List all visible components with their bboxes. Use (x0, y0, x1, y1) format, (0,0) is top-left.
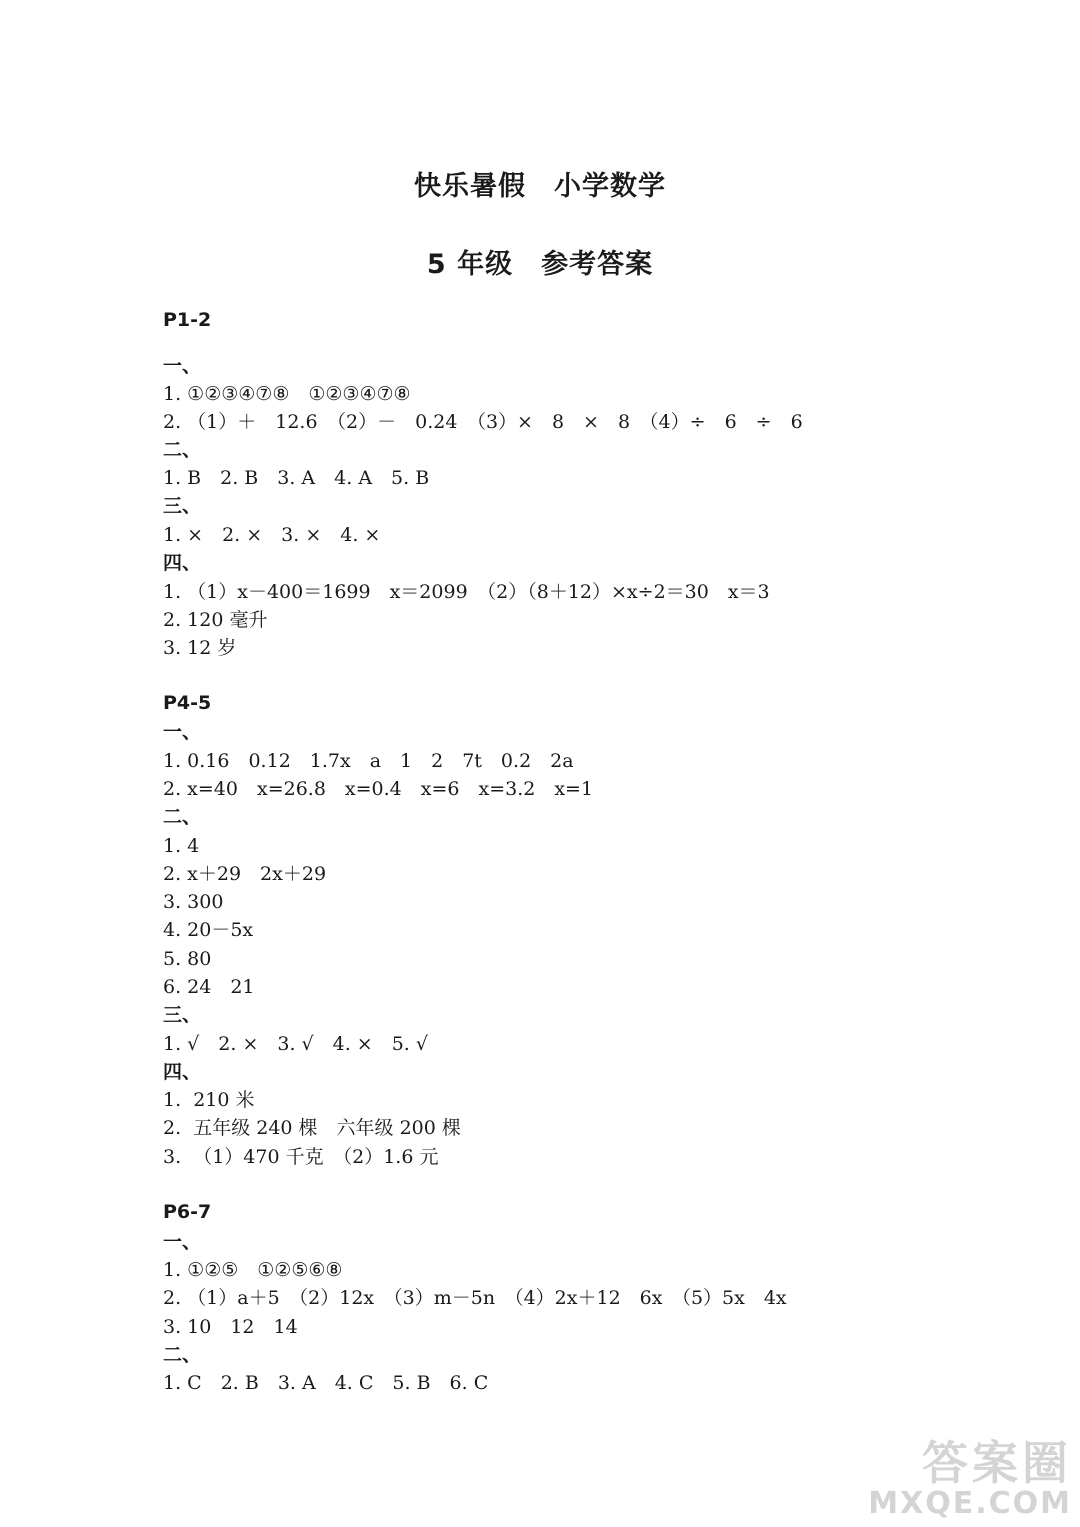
answer-line: 2. x=40 x=26.8 x=0.4 x=6 x=3.2 x=1 (163, 778, 594, 800)
section-heading: 二、 (163, 439, 202, 461)
answer-line: 1. 0.16 0.12 1.7x a 1 2 7t 0.2 2a (163, 750, 574, 772)
answer-line: 1. C 2. B 3. A 4. C 5. B 6. C (163, 1372, 489, 1394)
answer-line: 6. 24 21 (163, 976, 255, 998)
section-label-p1-2: P1-2 (163, 309, 212, 331)
page-subtitle: 5 年级 参考答案 (426, 249, 654, 280)
section-heading: 一、 (163, 355, 202, 377)
answer-line: 1. ①②⑤ ①②⑤⑥⑧ (163, 1259, 343, 1281)
answer-line: 1. √ 2. × 3. √ 4. × 5. √ (163, 1033, 428, 1055)
answer-line: 2. 五年级 240 棵 六年级 200 棵 (163, 1117, 461, 1139)
answer-line: 2. （1）＋ 12.6 （2）－ 0.24 （3）× 8 × 8 （4）÷ 6 ÷ 6 (163, 411, 803, 433)
answer-line: 1. 4 (163, 835, 200, 857)
section-heading: 四、 (163, 552, 202, 574)
answer-line: 3. 12 岁 (163, 637, 237, 659)
answer-line: 2. 120 毫升 (163, 609, 268, 631)
section-heading: 一、 (163, 1231, 202, 1253)
answer-line: 3. 300 (163, 891, 224, 913)
section-label-p4-5: P4-5 (163, 692, 212, 714)
answer-line: 1. ①②③④⑦⑧ ①②③④⑦⑧ (163, 383, 411, 405)
answer-line: 2. x＋29 2x＋29 (163, 863, 327, 885)
answer-line: 3. 10 12 14 (163, 1316, 298, 1338)
answer-line: 1. × 2. × 3. × 4. × (163, 524, 381, 546)
watermark-bottom-text: MXQE.COM (868, 1485, 1072, 1521)
watermark-logo (868, 1436, 1072, 1521)
answer-line: 1. （1）x－400＝1699 x＝2099 （2）（8＋12）×x÷2＝30 x＝3 (163, 581, 770, 603)
section-heading: 三、 (163, 1004, 202, 1026)
section-heading: 二、 (163, 1344, 202, 1366)
section-heading: 二、 (163, 806, 202, 828)
watermark-top-text: 答案圈 (922, 1436, 1072, 1491)
answer-line: 1. 210 米 (163, 1089, 255, 1111)
answer-line: 2. （1）a＋5 （2）12x （3）m－5n （4）2x＋12 6x （5）5x 4x (163, 1287, 787, 1309)
answer-line: 4. 20－5x (163, 919, 254, 941)
answer-line: 3. （1）470 千克 （2）1.6 元 (163, 1146, 439, 1168)
section-heading: 三、 (163, 495, 202, 517)
section-heading: 一、 (163, 721, 202, 743)
section-label-p6-7: P6-7 (163, 1201, 212, 1223)
answer-line: 1. B 2. B 3. A 4. A 5. B (163, 467, 430, 489)
answer-line: 5. 80 (163, 948, 212, 970)
page-title: 快乐暑假 小学数学 (414, 171, 666, 202)
section-heading: 四、 (163, 1061, 202, 1083)
